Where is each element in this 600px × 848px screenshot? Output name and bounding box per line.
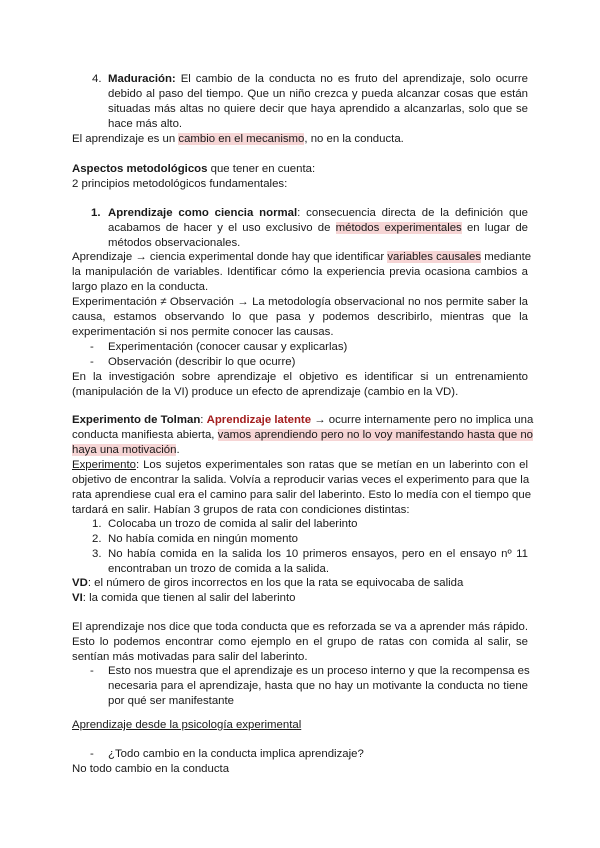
- text: : consecuencia directa de la definición que: [297, 207, 528, 219]
- principle-line-1: [108, 206, 528, 221]
- experiment-label: Experimento: [72, 459, 136, 471]
- principle-term: Aprendizaje como ciencia normal: [108, 207, 298, 219]
- experiment-line-3: rata aprendiese cual era el camino para salir del laberinto. Esto lo medía con el tiempo que: [72, 489, 532, 501]
- bullet-item: Experimentación (conocer causar y explicarlas): [108, 341, 348, 353]
- group-item: No había comida en la salida los 10 primeros ensayos, pero en el ensayo nº 11: [108, 548, 528, 560]
- bullet2-line-3: por qué ser manifestante: [108, 695, 235, 707]
- bullet-dash: -: [90, 341, 94, 353]
- vi-label: VI: [72, 592, 83, 604]
- principle-line-3: métodos observacionales.: [108, 237, 241, 249]
- list-number: 1.: [91, 207, 101, 219]
- section-title: Aprendizaje desde la psicología experimental: [72, 719, 302, 731]
- group-number: 2.: [92, 533, 102, 545]
- bullet3: ¿Todo cambio en la conducta implica aprendizaje?: [108, 748, 364, 760]
- maduracion-line-1: [108, 72, 528, 87]
- text: conducta manifiesta abierta,: [72, 429, 218, 441]
- tolman-title: Experimento de Tolman: [72, 414, 201, 426]
- bullet2-line-1: Esto nos muestra que el aprendizaje es un proceso interno y que la recompensa es: [108, 665, 530, 677]
- last-line: No todo cambio en la conducta: [72, 763, 230, 775]
- maduracion-line-2: debido al paso del tiempo. Que un niño crezca y pueda alcanzar cosas que están: [108, 88, 528, 100]
- tolman-line-2: [72, 428, 533, 443]
- heading-bold: Aspectos metodológicos: [72, 163, 208, 175]
- tolman-concept: Aprendizaje latente: [206, 414, 312, 426]
- maduracion-line-4: hace más alto.: [108, 118, 183, 130]
- group-item-continued: encontraban un trozo de comida a la salida.: [108, 563, 329, 575]
- vi-line: [72, 591, 528, 606]
- text: acabamos de hacer y el uso exclusivo de: [108, 222, 336, 234]
- aspectos-heading: [72, 162, 528, 177]
- text: : Los sujetos experimentales son ratas que se metían en un laberinto con el: [135, 459, 528, 471]
- group-number: 3.: [92, 548, 102, 560]
- vd-label: VD: [72, 577, 88, 589]
- para2-line-3: experimentación si nos permite conocer las causas.: [72, 326, 334, 338]
- para1-line-1: [72, 250, 532, 265]
- principle-line-2: [108, 221, 528, 236]
- text: Aprendizaje → ciencia experimental donde hay que identificar: [72, 251, 388, 263]
- para2-line-2: causa, estamos observando lo que pasa y podemos describirlo, mientras que la: [72, 311, 528, 323]
- para3-line-1: En la investigación sobre aprendizaje el objetivo es identificar si un entrenamiento: [72, 371, 528, 383]
- aspectos-subtitle: 2 principios metodológicos fundamentales:: [72, 178, 288, 190]
- bullet-item: Observación (describir lo que ocurre): [108, 356, 296, 368]
- para1-line-2: la manipulación de variables. Identificar cómo la experiencia previa ocasiona cambios a: [72, 266, 528, 278]
- text: → ocurre internamente pero no implica una: [311, 414, 534, 426]
- highlight: vamos aprendiendo pero no lo voy manifestando hasta que no: [217, 429, 533, 441]
- experiment-line-4: tardará en salir. Habían 3 grupos de rata con condiciones distintas:: [72, 504, 410, 516]
- text: : la comida que tienen al salir del laberinto: [82, 592, 296, 604]
- summary-line: [72, 132, 528, 147]
- highlight: variables causales: [387, 251, 482, 263]
- text: mediante: [481, 251, 532, 263]
- experiment-line-1: [72, 458, 528, 473]
- para2-line-1: Experimentación ≠ Observación → La metodología observacional no nos permite saber la: [72, 296, 528, 308]
- text: que tener en cuenta:: [207, 163, 316, 175]
- text: , no en la conducta.: [304, 133, 404, 145]
- maduracion-line-3: situadas más altas no quiere decir que haya aprendido a alcanzarlas, solo que se: [108, 103, 528, 115]
- vd-line: [72, 576, 528, 591]
- bullet-dash: -: [90, 665, 94, 677]
- experiment-line-2: objetivo de encontrar la salida. Volvía a reproducir varias veces el experimento para que la: [72, 474, 530, 486]
- text: El aprendizaje es un: [72, 133, 179, 145]
- para4-line-2: Esto lo podemos encontrar como ejemplo en el grupo de ratas con comida al salir, se: [72, 636, 528, 648]
- text: : el número de giros incorrectos en los que la rata se equivocaba de salida: [87, 577, 464, 589]
- highlight: haya una motivación: [72, 444, 177, 456]
- group-item: Colocaba un trozo de comida al salir del laberinto: [108, 518, 358, 530]
- text: El cambio de la conducta no es fruto del aprendizaje, solo ocurre: [175, 73, 528, 85]
- list-number: 4.: [92, 73, 102, 85]
- para4-line-1: El aprendizaje nos dice que toda conducta que es reforzada se va a aprender más rápido.: [72, 621, 528, 633]
- bullet-dash: -: [90, 356, 94, 368]
- para1-line-3: largo plazo en la conducta.: [72, 281, 209, 293]
- bullet2-line-2: necesaria para el aprendizaje, hasta que no hay un motivante la conducta no tiene: [108, 680, 528, 692]
- maduracion-term: Maduración:: [108, 73, 176, 85]
- bullet-dash: -: [90, 748, 94, 760]
- group-item: No había comida en ningún momento: [108, 533, 298, 545]
- para4-line-3: sentían más motivadas para salir del laberinto.: [72, 651, 308, 663]
- text: en lugar de: [461, 222, 528, 234]
- highlight: métodos experimentales: [335, 222, 462, 234]
- text: :: [200, 414, 207, 426]
- highlight: cambio en el mecanismo: [178, 133, 305, 145]
- tolman-line-3: [72, 443, 528, 458]
- group-number: 1.: [92, 518, 102, 530]
- text: .: [176, 444, 180, 456]
- tolman-line-1: [72, 413, 534, 428]
- para3-line-2: (manipulación de la VI) produce un efecto de aprendizaje (cambio en la VD).: [72, 386, 459, 398]
